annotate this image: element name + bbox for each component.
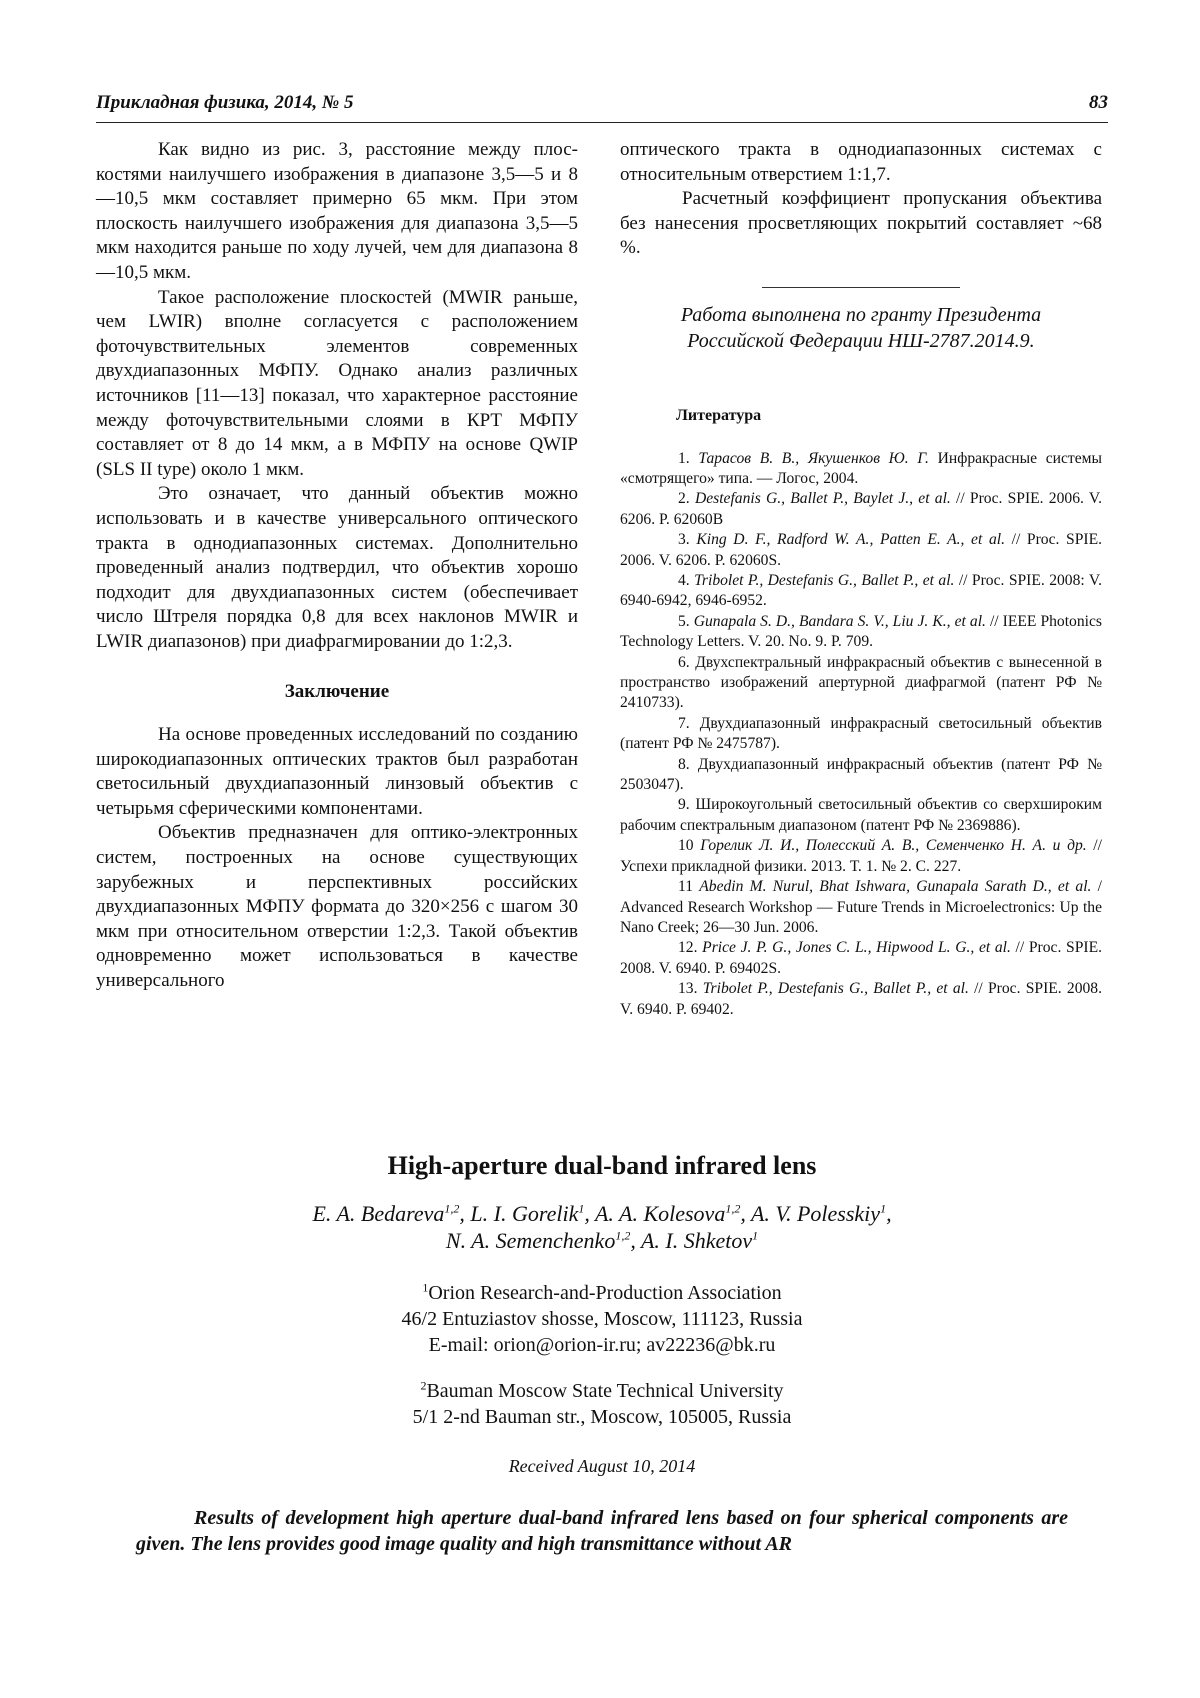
author-affiliation-mark: 1,2 (444, 1201, 460, 1216)
reference-item (620, 530, 1102, 571)
header-rule (96, 122, 1108, 123)
abstract-text: Results of development high aperture dual-band infrared lens based on four spherical components are given. The lens provides good image quality and high transmittance without AR (136, 1507, 1068, 1555)
reference-details: Двухдиапазонный инфракрасный светосильный объектив (патент РФ № 2475787). (620, 714, 1102, 753)
reference-authors: Tribolet P., Destefanis G., Ballet P., et al. (694, 572, 955, 589)
reference-details: Широкоугольный светосильный объектив со сверхшироким рабочим спектральным диапазоном (патент РФ № 2369886). (620, 796, 1102, 834)
reference-authors: King D. F., Radford W. A., Patten E. A., et al. (696, 531, 1005, 549)
affiliation-1-email: E-mail: orion@orion-ir.ru; av22236@bk.ru (428, 1334, 776, 1356)
reference-item (620, 836, 1102, 877)
reference-authors: Abedin M. Nurul, Bhat Ishwara, Gunapala Sarath D., et al. (699, 878, 1092, 896)
affiliation-1-address: 46/2 Entuziastov shosse, Moscow, 111123, Russia (401, 1308, 803, 1330)
author-affiliation-mark: 1 (578, 1201, 585, 1216)
reference-item (620, 979, 1102, 1020)
affiliation-2-address: 5/1 2-nd Bauman str., Moscow, 105005, Russia (412, 1406, 792, 1428)
reference-authors: Gunapala S. D., Bandara S. V., Liu J. K., et al. (693, 612, 986, 630)
references-list (620, 449, 1102, 1020)
reference-item (620, 795, 1102, 836)
reference-number: 2. (678, 490, 690, 508)
reference-details: // Proc. SPIE. 2008. V. 6940. P. 69402S. (620, 939, 1102, 977)
affiliation-1 (96, 1280, 1108, 1358)
transmittance-paragraph: Расчетный коэффициент пропускания объектива без нанесения просветляющих покрытий составляет ~68 %. (620, 188, 1102, 259)
reference-authors: Destefanis G., Ballet P., Baylet J., et al. (694, 490, 951, 508)
reference-number: 10 (678, 837, 694, 855)
reference-authors: Tribolet P., Destefanis G., Ballet P., et al. (702, 980, 969, 998)
reference-item (620, 755, 1102, 796)
page-number: 83 (1089, 92, 1108, 113)
reference-details: Двухспектральный инфракрасный объектив с вынесенной в пространство изображений апертурной диафрагмой (патент РФ № 2410733). (620, 653, 1102, 712)
reference-item (620, 938, 1102, 979)
affiliation-2-mark: 2 (420, 1378, 427, 1393)
english-abstract-block (96, 1150, 1108, 1557)
author-separator: , (584, 1201, 595, 1226)
received-date: Received August 10, 2014 (508, 1456, 696, 1476)
reference-number: 6. (678, 653, 690, 671)
reference-details: // Proc. SPIE. 2006. V. 6206. P. 62060B (620, 490, 1102, 528)
running-head (96, 92, 1108, 120)
reference-authors: Price J. P. G., Jones C. L., Hipwood L. G., et al. (702, 939, 1011, 957)
author-name: E. A. Bedareva (312, 1201, 445, 1226)
english-title: High-aperture dual-band infrared lens (387, 1151, 817, 1180)
reference-item (620, 612, 1102, 653)
reference-item (620, 449, 1102, 490)
reference-item (620, 877, 1102, 938)
reference-number: 4. (678, 572, 690, 589)
reference-number: 8. (678, 755, 690, 773)
author-affiliation-mark: 1,2 (725, 1201, 741, 1216)
author-affiliation-mark: 1,2 (615, 1228, 631, 1243)
author-name: L. I. Gorelik (470, 1201, 579, 1226)
journal-title: Прикладная физика, 2014, № 5 (96, 92, 354, 113)
grant-line-2: Российской Федерации НШ-2787.2014.9. (687, 329, 1035, 352)
reference-details: Инфракрасные системы «смотрящего» типа. — Логос, 2004. (620, 449, 1103, 487)
affiliation-2 (96, 1378, 1108, 1430)
author-name: A. V. Polesskiy (750, 1201, 881, 1226)
grant-note (620, 302, 1102, 354)
affiliation-2-org: Bauman Moscow State Technical University (426, 1380, 784, 1402)
reference-number: 1. (678, 449, 690, 467)
reference-details: Двухдиапазонный инфракрасный объектив (патент РФ № 2503047). (620, 755, 1102, 794)
reference-number: 12. (678, 939, 698, 957)
author-separator: , (886, 1201, 892, 1226)
reference-number: 7. (678, 714, 690, 732)
body-paragraph-2: Такое расположение плоскостей (MWIR раньше, чем LWIR) вполне согласуется с расположением фоточувствительных элементов современных двухдиапазонных МФПУ. Однако анализ различных источников [11—13] показал, что характерное расстояние между фоточувствительными слоями в КРТ МФПУ составляет от 8 до 14 мкм, а в МФПУ на основе QWIP (SLS II type) около 1 мкм. (96, 286, 578, 480)
reference-details: // Успехи прикладной физики. 2013. Т. 1. № 2. С. 227. (620, 837, 1102, 875)
references-heading: Литература (676, 406, 762, 424)
left-column (96, 138, 578, 994)
author-separator: , (740, 1201, 751, 1226)
affiliation-1-org: Orion Research-and-Production Association (428, 1282, 782, 1304)
author-list (96, 1200, 1108, 1254)
affiliation-1-name (96, 1280, 1108, 1306)
affiliation-2-name (96, 1378, 1108, 1404)
reference-number: 13. (678, 980, 698, 998)
reference-item (620, 571, 1102, 612)
reference-details: // Proc. SPIE. 2008: V. 6940-6942, 6946-6952. (620, 572, 1102, 610)
reference-authors: Тарасов В. В., Якушенков Ю. Г. (698, 449, 929, 467)
reference-number: 3. (678, 531, 690, 549)
author-name: A. I. Shketov (640, 1228, 753, 1253)
conclusion-heading: Заключение (284, 681, 390, 703)
author-separator: , (459, 1201, 471, 1226)
reference-number: 11 (678, 878, 694, 896)
author-name: A. A. Kolesova (594, 1201, 726, 1226)
author-affiliation-mark: 1 (752, 1228, 759, 1243)
right-column (620, 138, 1102, 1020)
reference-details: // Proc. SPIE. 2008. V. 6940. P. 69402. (620, 980, 1103, 1018)
reference-item (620, 489, 1102, 530)
continuation-paragraph: оптического тракта в однодиапазонных системах с относительным отверстием 1:1,7. (620, 139, 1102, 185)
author-name: N. A. Semenchenko (445, 1228, 616, 1253)
separator-rule (762, 287, 960, 288)
reference-details: // Proc. SPIE. 2006. V. 6206. P. 62060S. (620, 531, 1102, 569)
affiliation-1-mark: 1 (422, 1280, 429, 1295)
conclusion-paragraph-1: На основе проведенных исследований по созданию широкодиапазонных оптических трактов был разработан светосильный двухдиапазонный линзовый объектив с четырьмя сферическими компонентами. (96, 724, 578, 819)
body-paragraph-1: Как видно из рис. 3, расстояние между плоскостями наилучшего изображения в диапазоне 3,5—5 и 8—10,5 мкм составляет примерно 65 мкм. При этом плоскость наилучшего изображения для диапазона 3,5—5 мкм находится раньше по ходу лучей, чем для диапазона 8—10,5 мкм. (96, 139, 578, 283)
body-paragraph-3: Это означает, что данный объектив можно использовать и в качестве универсального оптического тракта в однодиапазонных системах. Дополнительно проведенный анализ подтвердил, что объектив хорошо подходит для двухдиапазонных систем (обеспечивает число Штреля порядка 0,8 для всех наклонов MWIR и LWIR диапазонов) при диафрагмировании до 1:2,3. (96, 483, 578, 652)
author-affiliation-mark: 1 (880, 1201, 887, 1216)
reference-details: / Advanced Research Workshop — Future Trends in Microelectronics: Up the Nano Creek; 26—30 Jun. 2006. (620, 878, 1102, 936)
author-separator: , (630, 1228, 641, 1253)
reference-details: // IEEE Photonics Technology Letters. V. 20. No. 9. P. 709. (620, 612, 1102, 651)
reference-number: 9. (678, 796, 690, 814)
conclusion-paragraph-2: Объектив предназначен для оптико-электронных систем, построенных на основе существующих зарубежных и перспективных российских двухдиапазонных МФПУ формата до 320×256 с шагом 30 мкм при относительном отверстии 1:2,3. Такой объектив одновременно может использоваться в качестве универсального (96, 822, 578, 991)
reference-item (620, 653, 1102, 714)
reference-authors: Горелик Л. И., Полесский А. В., Семенченко Н. А. и др. (700, 837, 1087, 855)
grant-line-1: Работа выполнена по гранту Президента (680, 303, 1042, 326)
reference-number: 5. (678, 612, 690, 630)
reference-item (620, 714, 1102, 755)
